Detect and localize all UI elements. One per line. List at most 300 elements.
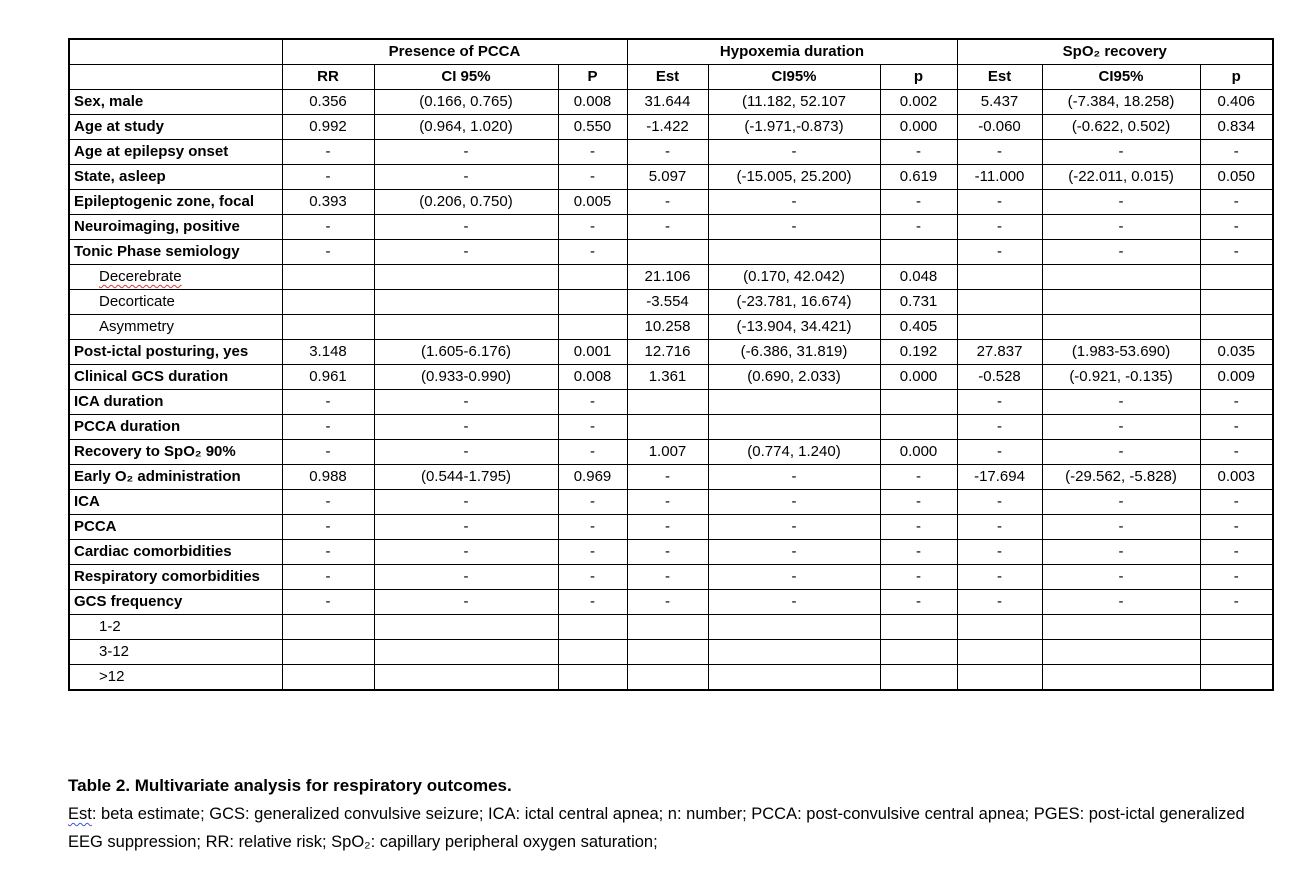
table-cell [282,640,374,665]
table-cell: - [627,565,708,590]
table-cell: -11.000 [957,165,1042,190]
table-cell: 0.992 [282,115,374,140]
table-cell [627,390,708,415]
table-cell: 1.007 [627,440,708,465]
row-label-cell [69,440,282,465]
row-label-cell [69,90,282,115]
table-cell: - [627,465,708,490]
table-cell: - [957,390,1042,415]
table-cell: - [1200,215,1273,240]
table-cell [957,290,1042,315]
table-cell [1042,290,1200,315]
table-cell: - [1200,590,1273,615]
table-cell: - [1200,440,1273,465]
table-cell: (0.170, 42.042) [708,265,880,290]
table-row [69,365,1273,390]
table-cell: - [957,140,1042,165]
table-cell: (-22.011, 0.015) [1042,165,1200,190]
table-cell: - [708,190,880,215]
table-cell: - [627,215,708,240]
table-cell: (0.166, 0.765) [374,90,558,115]
row-label: >12 [99,668,125,685]
column-header-cell: p [880,65,957,90]
table-cell: - [282,590,374,615]
table-cell: - [957,440,1042,465]
table-cell: (0.774, 1.240) [708,440,880,465]
row-label: Cardiac comorbidities [74,543,232,560]
table-cell: - [1042,490,1200,515]
table-cell: - [374,390,558,415]
table-cell: - [282,490,374,515]
table-cell: 0.619 [880,165,957,190]
table-cell [880,390,957,415]
table-cell: 0.008 [558,365,627,390]
table-row [69,515,1273,540]
table-cell: 0.001 [558,340,627,365]
table-row [69,165,1273,190]
table-cell: - [880,140,957,165]
table-cell: (-1.971,-0.873) [708,115,880,140]
row-label: Age at epilepsy onset [74,143,229,160]
table-cell: -17.694 [957,465,1042,490]
table-cell: (1.605-6.176) [374,340,558,365]
group-header-cell: Hypoxemia duration [627,39,957,65]
table-cell: - [957,190,1042,215]
table-body [69,90,1273,691]
table-cell [1042,615,1200,640]
table-row [69,390,1273,415]
table-cell [880,615,957,640]
table-row [69,565,1273,590]
table-cell [1042,265,1200,290]
row-label: Age at study [74,118,165,135]
table-cell: - [708,590,880,615]
column-header-cell: CI95% [1042,65,1200,90]
table-cell: 27.837 [957,340,1042,365]
table-cell [374,665,558,691]
row-label: PCCA duration [74,418,181,435]
table-cell [374,615,558,640]
table-row [69,315,1273,340]
table-row [69,415,1273,440]
row-label-cell [69,565,282,590]
table-cell [957,265,1042,290]
table-cell: (1.983-53.690) [1042,340,1200,365]
table-cell: 12.716 [627,340,708,365]
table-cell: 0.406 [1200,90,1273,115]
table-cell: 0.000 [880,365,957,390]
table-cell: - [558,415,627,440]
table-cell: - [1042,440,1200,465]
table-caption [68,772,1248,856]
table-cell: - [957,415,1042,440]
row-label: 3-12 [99,643,130,660]
table-cell: - [708,515,880,540]
table-cell: - [957,490,1042,515]
row-label: Epileptogenic zone, focal [74,193,255,210]
table-cell: 0.005 [558,190,627,215]
table-cell: - [1042,215,1200,240]
table-cell: - [374,440,558,465]
table-row [69,115,1273,140]
group-header-cell: SpO₂ recovery [957,39,1273,65]
table-cell: - [1042,240,1200,265]
table-cell: - [282,515,374,540]
table-row [69,190,1273,215]
table-cell [282,615,374,640]
table-cell: 0.393 [282,190,374,215]
table-row [69,490,1273,515]
table-cell: -1.422 [627,115,708,140]
table-cell: (-29.562, -5.828) [1042,465,1200,490]
table-cell: - [880,490,957,515]
table-cell [282,290,374,315]
table-cell: 0.000 [880,440,957,465]
row-label-cell [69,215,282,240]
column-header-cell: p [1200,65,1273,90]
table-cell: (0.933-0.990) [374,365,558,390]
table-cell: - [1200,415,1273,440]
table-cell: - [708,140,880,165]
table-cell: - [1042,540,1200,565]
table-cell: 0.048 [880,265,957,290]
table-cell: -0.060 [957,115,1042,140]
row-label: 1-2 [99,618,121,635]
table-cell: -0.528 [957,365,1042,390]
table-cell: - [282,540,374,565]
row-label: Tonic Phase semiology [74,243,240,260]
table-cell: (-13.904, 34.421) [708,315,880,340]
table-cell [708,665,880,691]
caption-abbreviations [68,800,1248,856]
row-label: Post-ictal posturing, yes [74,343,249,360]
row-label: Asymmetry [99,318,174,335]
table-cell: - [558,240,627,265]
row-label-cell [69,140,282,165]
table-row [69,90,1273,115]
table-cell [1200,290,1273,315]
table-cell [880,665,957,691]
table-cell: - [708,490,880,515]
table-cell: - [1042,190,1200,215]
table-row [69,665,1273,691]
table-cell: - [1042,390,1200,415]
table-cell: - [957,540,1042,565]
table-cell: (0.206, 0.750) [374,190,558,215]
table-cell: 0.008 [558,90,627,115]
table-cell: - [1042,515,1200,540]
row-label: ICA duration [74,393,164,410]
table-row [69,215,1273,240]
table-cell: - [558,390,627,415]
row-label-cell [69,640,282,665]
table-cell: - [374,165,558,190]
row-label: Decorticate [99,293,175,310]
table-cell [1042,315,1200,340]
table-cell: 3.148 [282,340,374,365]
table-cell [558,615,627,640]
table-cell: - [880,515,957,540]
table-cell: - [627,190,708,215]
table-cell [558,315,627,340]
table-cell: 0.009 [1200,365,1273,390]
table-cell [880,640,957,665]
multivariate-results-table [68,38,1274,691]
table-cell: - [374,415,558,440]
table-cell: - [708,540,880,565]
row-label-cell [69,165,282,190]
table-cell: 0.834 [1200,115,1273,140]
column-header-cell [69,65,282,90]
table-cell: - [627,490,708,515]
table-cell [708,390,880,415]
column-header-cell: P [558,65,627,90]
table-cell: - [627,590,708,615]
row-label: Sex, male [74,93,144,110]
table-cell: (-7.384, 18.258) [1042,90,1200,115]
table-cell [374,640,558,665]
table-cell: - [1200,565,1273,590]
table-cell [1200,265,1273,290]
results-table-container [68,38,1274,691]
table-cell: 31.644 [627,90,708,115]
table-cell: - [1042,565,1200,590]
table-cell: (-0.622, 0.502) [1042,115,1200,140]
table-cell [627,240,708,265]
row-label-cell [69,340,282,365]
table-row [69,615,1273,640]
table-cell: - [374,215,558,240]
table-cell: - [282,565,374,590]
table-cell: - [558,165,627,190]
table-row [69,540,1273,565]
table-cell: 5.097 [627,165,708,190]
table-cell: 10.258 [627,315,708,340]
row-label-cell [69,265,282,290]
table-cell: 5.437 [957,90,1042,115]
row-label-cell [69,315,282,340]
caption-abbr-first-word: Est [68,805,92,823]
table-cell [558,290,627,315]
table-cell: - [558,490,627,515]
row-label-cell [69,365,282,390]
row-label: Clinical GCS duration [74,368,229,385]
table-cell: - [558,540,627,565]
table-cell: (0.690, 2.033) [708,365,880,390]
table-row [69,465,1273,490]
table-cell: - [374,515,558,540]
table-cell: 0.000 [880,115,957,140]
table-cell: - [880,465,957,490]
table-row [69,640,1273,665]
table-cell: (-15.005, 25.200) [708,165,880,190]
table-cell: - [282,240,374,265]
table-header [69,39,1273,90]
table-cell: - [957,565,1042,590]
row-label-cell [69,490,282,515]
table-cell: - [1200,190,1273,215]
table-cell [708,415,880,440]
table-cell [957,315,1042,340]
row-label: Recovery to SpO₂ 90% [74,443,236,460]
table-row [69,290,1273,315]
group-header-cell: Presence of PCCA [282,39,627,65]
row-label-cell [69,515,282,540]
table-cell: 0.969 [558,465,627,490]
table-cell [282,315,374,340]
caption-title: Table 2. Multivariate analysis for respiratory outcomes. [68,776,512,795]
table-cell: - [627,140,708,165]
table-cell: - [880,590,957,615]
table-cell [558,265,627,290]
table-cell: - [708,565,880,590]
column-header-cell: Est [957,65,1042,90]
table-cell: (0.964, 1.020) [374,115,558,140]
table-row [69,440,1273,465]
table-cell: - [374,540,558,565]
table-cell: - [1200,140,1273,165]
column-header-row [69,65,1273,90]
table-cell: - [374,565,558,590]
row-label: GCS frequency [74,593,183,610]
table-cell: (11.182, 52.107 [708,90,880,115]
row-label-cell [69,115,282,140]
table-cell: (0.544-1.795) [374,465,558,490]
table-cell: - [957,240,1042,265]
table-cell: - [1200,515,1273,540]
row-label-cell [69,465,282,490]
group-header-row [69,39,1273,65]
table-cell: 0.988 [282,465,374,490]
table-cell: - [282,390,374,415]
table-cell: - [880,215,957,240]
table-cell [558,640,627,665]
row-label-cell [69,190,282,215]
table-cell: - [558,440,627,465]
table-cell: 0.731 [880,290,957,315]
table-cell: - [880,540,957,565]
table-row [69,240,1273,265]
table-cell [1042,640,1200,665]
table-cell: 0.002 [880,90,957,115]
table-cell: 0.961 [282,365,374,390]
table-cell: - [1042,140,1200,165]
table-cell [627,665,708,691]
table-cell [1042,665,1200,691]
table-cell: - [558,515,627,540]
column-header-cell: CI 95% [374,65,558,90]
table-cell: - [282,165,374,190]
table-cell: - [558,590,627,615]
row-label: Early O₂ administration [74,468,241,485]
table-row [69,265,1273,290]
table-cell: - [558,140,627,165]
table-cell [708,240,880,265]
table-cell: - [708,465,880,490]
table-cell: - [374,140,558,165]
table-cell [282,265,374,290]
table-cell: 21.106 [627,265,708,290]
row-label-cell [69,290,282,315]
table-row [69,340,1273,365]
row-label: ICA [74,493,100,510]
table-cell [880,240,957,265]
row-label: State, asleep [74,168,166,185]
table-cell: 0.192 [880,340,957,365]
table-cell: - [1200,490,1273,515]
table-cell [1200,315,1273,340]
table-cell: 0.003 [1200,465,1273,490]
table-cell [708,615,880,640]
table-cell [1200,665,1273,691]
table-cell [1200,640,1273,665]
table-cell: - [558,215,627,240]
row-label: Decerebrate [99,268,182,285]
table-cell: - [1042,415,1200,440]
table-cell: - [1042,590,1200,615]
table-cell: 0.550 [558,115,627,140]
table-cell: - [957,515,1042,540]
table-cell [374,315,558,340]
table-cell: - [374,590,558,615]
column-header-cell: Est [627,65,708,90]
table-row [69,140,1273,165]
table-cell [627,615,708,640]
row-label-cell [69,390,282,415]
row-label-cell [69,665,282,691]
column-header-cell: CI95% [708,65,880,90]
table-cell [374,290,558,315]
row-label: PCCA [74,518,117,535]
table-cell: 0.035 [1200,340,1273,365]
table-cell [627,640,708,665]
table-cell: - [708,215,880,240]
table-cell [957,640,1042,665]
column-header-cell: RR [282,65,374,90]
table-cell: - [1200,390,1273,415]
table-cell: - [282,140,374,165]
table-cell: - [880,190,957,215]
row-label-cell [69,590,282,615]
table-cell: - [282,215,374,240]
table-cell: - [627,540,708,565]
table-cell: - [880,565,957,590]
table-cell [880,415,957,440]
table-cell: (-0.921, -0.135) [1042,365,1200,390]
table-row [69,590,1273,615]
table-cell: 1.361 [627,365,708,390]
table-cell: (-23.781, 16.674) [708,290,880,315]
table-cell [558,665,627,691]
table-cell [282,665,374,691]
group-header-cell [69,39,282,65]
table-cell [374,265,558,290]
row-label: Neuroimaging, positive [74,218,240,235]
caption-abbr-text: : beta estimate; GCS: generalized convulsive seizure; ICA: ictal central apnea; n: number; PCCA: post-convulsive central apnea; PGES: post-ictal generalized EEG suppression; RR: relative risk; SpO₂: capillary peripheral oxygen saturation; [68,805,1245,851]
table-cell: - [1200,540,1273,565]
table-cell: - [558,565,627,590]
row-label: Respiratory comorbidities [74,568,260,585]
table-cell: - [957,215,1042,240]
table-cell [1200,615,1273,640]
row-label-cell [69,415,282,440]
table-cell [957,615,1042,640]
row-label-cell [69,540,282,565]
table-cell: - [957,590,1042,615]
table-cell: (-6.386, 31.819) [708,340,880,365]
table-cell: -3.554 [627,290,708,315]
table-cell: 0.050 [1200,165,1273,190]
